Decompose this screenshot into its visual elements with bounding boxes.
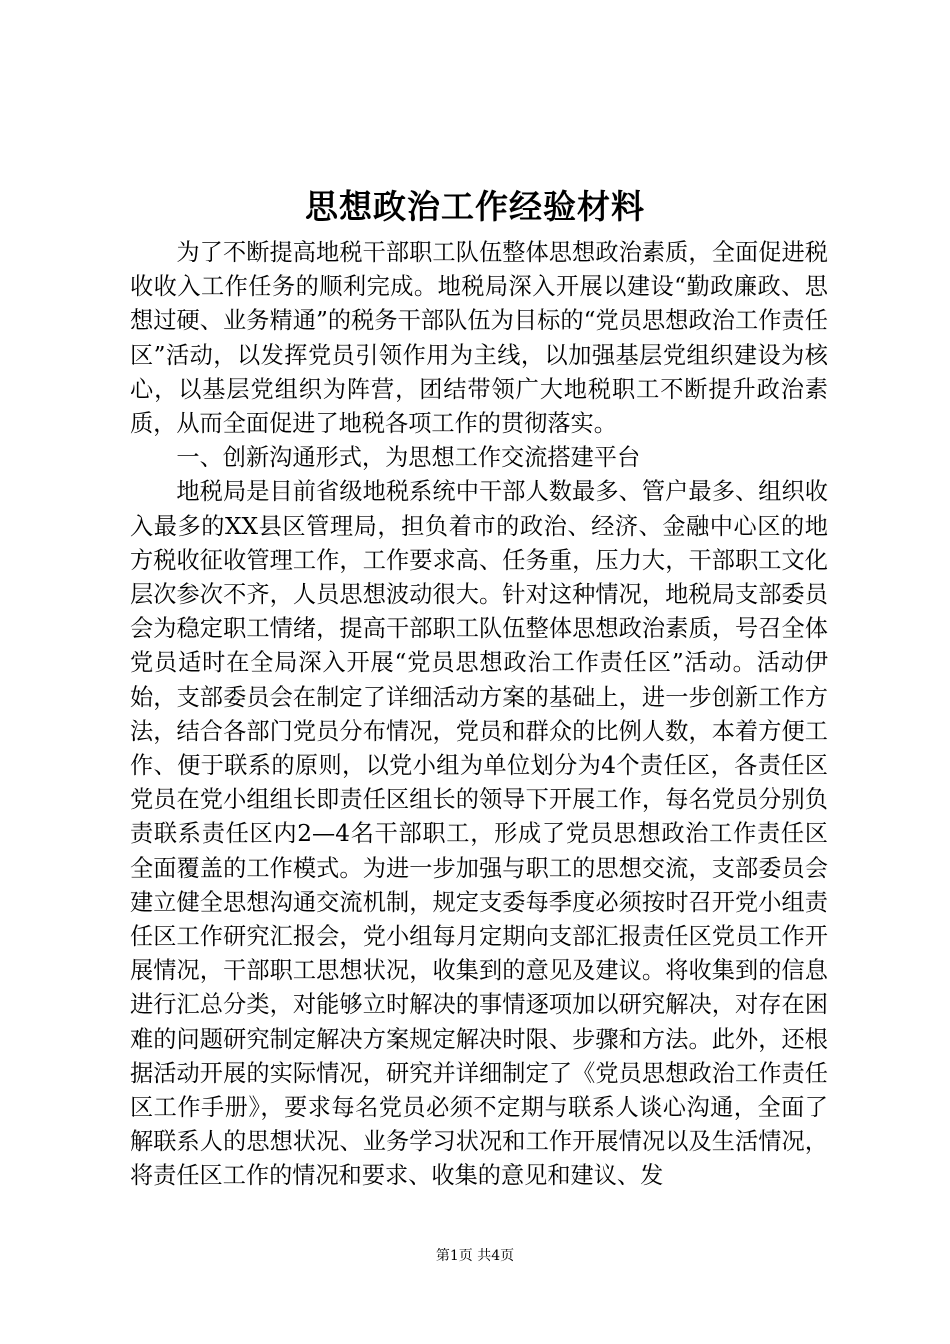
document-title: 思想政治工作经验材料 (305, 187, 645, 226)
body-paragraph: 地税局是目前省级地税系统中干部人数最多、管户最多、组织收入最多的XX县区管理局，担负着市的政治、经济、金融中心区的地方税收征收管理工作，工作要求高、任务重，压力大，干部职工文化层次参次不齐，人员思想波动很大。针对这种情况，地税局支部委员会为稳定职工情绪，提高干部职工队伍整体思想政治素质，号召全体党员适时在全局深入开展“党员思想政治工作责任区”活动。活动伊始，支部委员会在制定了详细活动方案的基础上，进一步创新工作方法，结合各部门党员分布情况，党员和群众的比例人数，本着方便工作、便于联系的原则，以党小组为单位划分为4个责任区，各责任区党员在党小组组长即责任区组长的领导下开展工作，每名党员分别负责联系责任区内2—4名干部职工，形成了党员思想政治工作责任区全面覆盖的工作模式。为进一步加强与职工的思想交流，支部委员会建立健全思想沟通交流机制，规定支委每季度必须按时召开党小组责任区工作研究汇报会，党小组每月定期向支部汇报责任区党员工作开展情况，干部职工思想状况，收集到的意见及建议。将收集到的信息进行汇总分类，对能够立时解决的事情逐项加以研究解决，对存在困难的问题研究制定解决方案规定解决时限、步骤和方法。此外，还根据活动开展的实际情况，研究并详细制定了《党员思想政治工作责任区工作手册》，要求每名党员必须不定期与联系人谈心沟通，全面了解联系人的思想状况、业务学习状况和工作开展情况以及生活情况，将责任区工作的情况和要求、收集的意见和建议、发 (130, 478, 828, 1190)
section-heading: 一、创新沟通形式，为思想工作交流搭建平台 (176, 444, 641, 472)
document-body (130, 236, 828, 1194)
intro-paragraph: 为了不断提高地税干部职工队伍整体思想政治素质，全面促进税收收入工作任务的顺利完成。地税局深入开展以建设“勤政廉政、思想过硬、业务精通”的税务干部队伍为目标的“党员思想政治工作责任区”活动，以发挥党员引领作用为主线，以加强基层党组织建设为核心，以基层党组织为阵营，团结带领广大地税职工不断提升政治素质，从而全面促进了地税各项工作的贯彻落实。 (130, 239, 828, 438)
page-footer: 第1页 共4页 (435, 1248, 515, 1264)
